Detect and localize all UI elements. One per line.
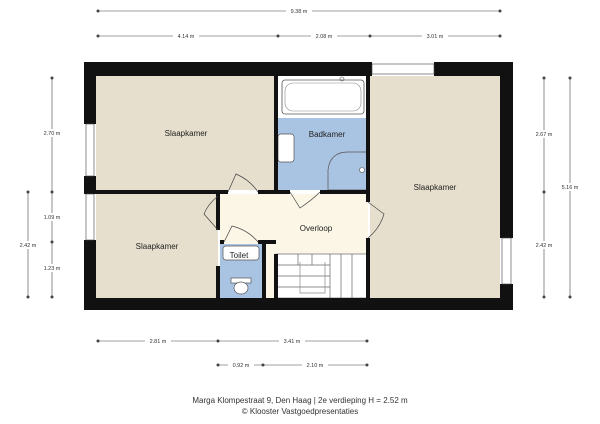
dim-top-mid: 2.08 m (315, 34, 333, 40)
shower-head (360, 168, 365, 173)
room-label-landing: Overloop (299, 224, 333, 233)
room-label-bedroom-bottom-left: Slaapkamer (135, 242, 179, 251)
staircase (276, 254, 368, 298)
caption-address: Marga Klompestraat 9, Den Haag | 2e verdieping H = 2.52 m (192, 396, 408, 405)
dim-right-242: 2.42 m (535, 243, 553, 249)
dim-left-123: 1.23 m (43, 266, 61, 272)
dim-left-242: 2.42 m (19, 243, 37, 249)
dim-top-left: 4.14 m (177, 34, 195, 40)
toilet-bowl (234, 282, 248, 294)
room-label-bedroom-right: Slaapkamer (413, 183, 457, 192)
dim-bottom-281: 2.81 m (149, 339, 167, 345)
dim-right-267: 2.67 m (535, 132, 553, 138)
dim-bottom-341: 3.41 m (283, 339, 301, 345)
room-label-bedroom-top-left: Slaapkamer (164, 129, 208, 138)
dim-bottom-092: 0.92 m (232, 363, 250, 369)
bathtub-inner (285, 83, 361, 111)
dim-total-width: 9.38 m (290, 9, 308, 15)
dim-right-516: 5.16 m (561, 185, 579, 191)
room-label-bathroom: Badkamer (308, 130, 346, 139)
room-label-toilet: Toilet (229, 251, 249, 260)
dim-left-270: 2.70 m (43, 131, 61, 137)
dim-left-109: 1.09 m (43, 215, 61, 221)
bathroom-sink (278, 134, 294, 162)
dim-bottom-210: 2.10 m (306, 363, 324, 369)
dim-top-right: 3.01 m (426, 34, 444, 40)
caption-copyright: © Klooster Vastgoedpresentaties (241, 407, 359, 416)
